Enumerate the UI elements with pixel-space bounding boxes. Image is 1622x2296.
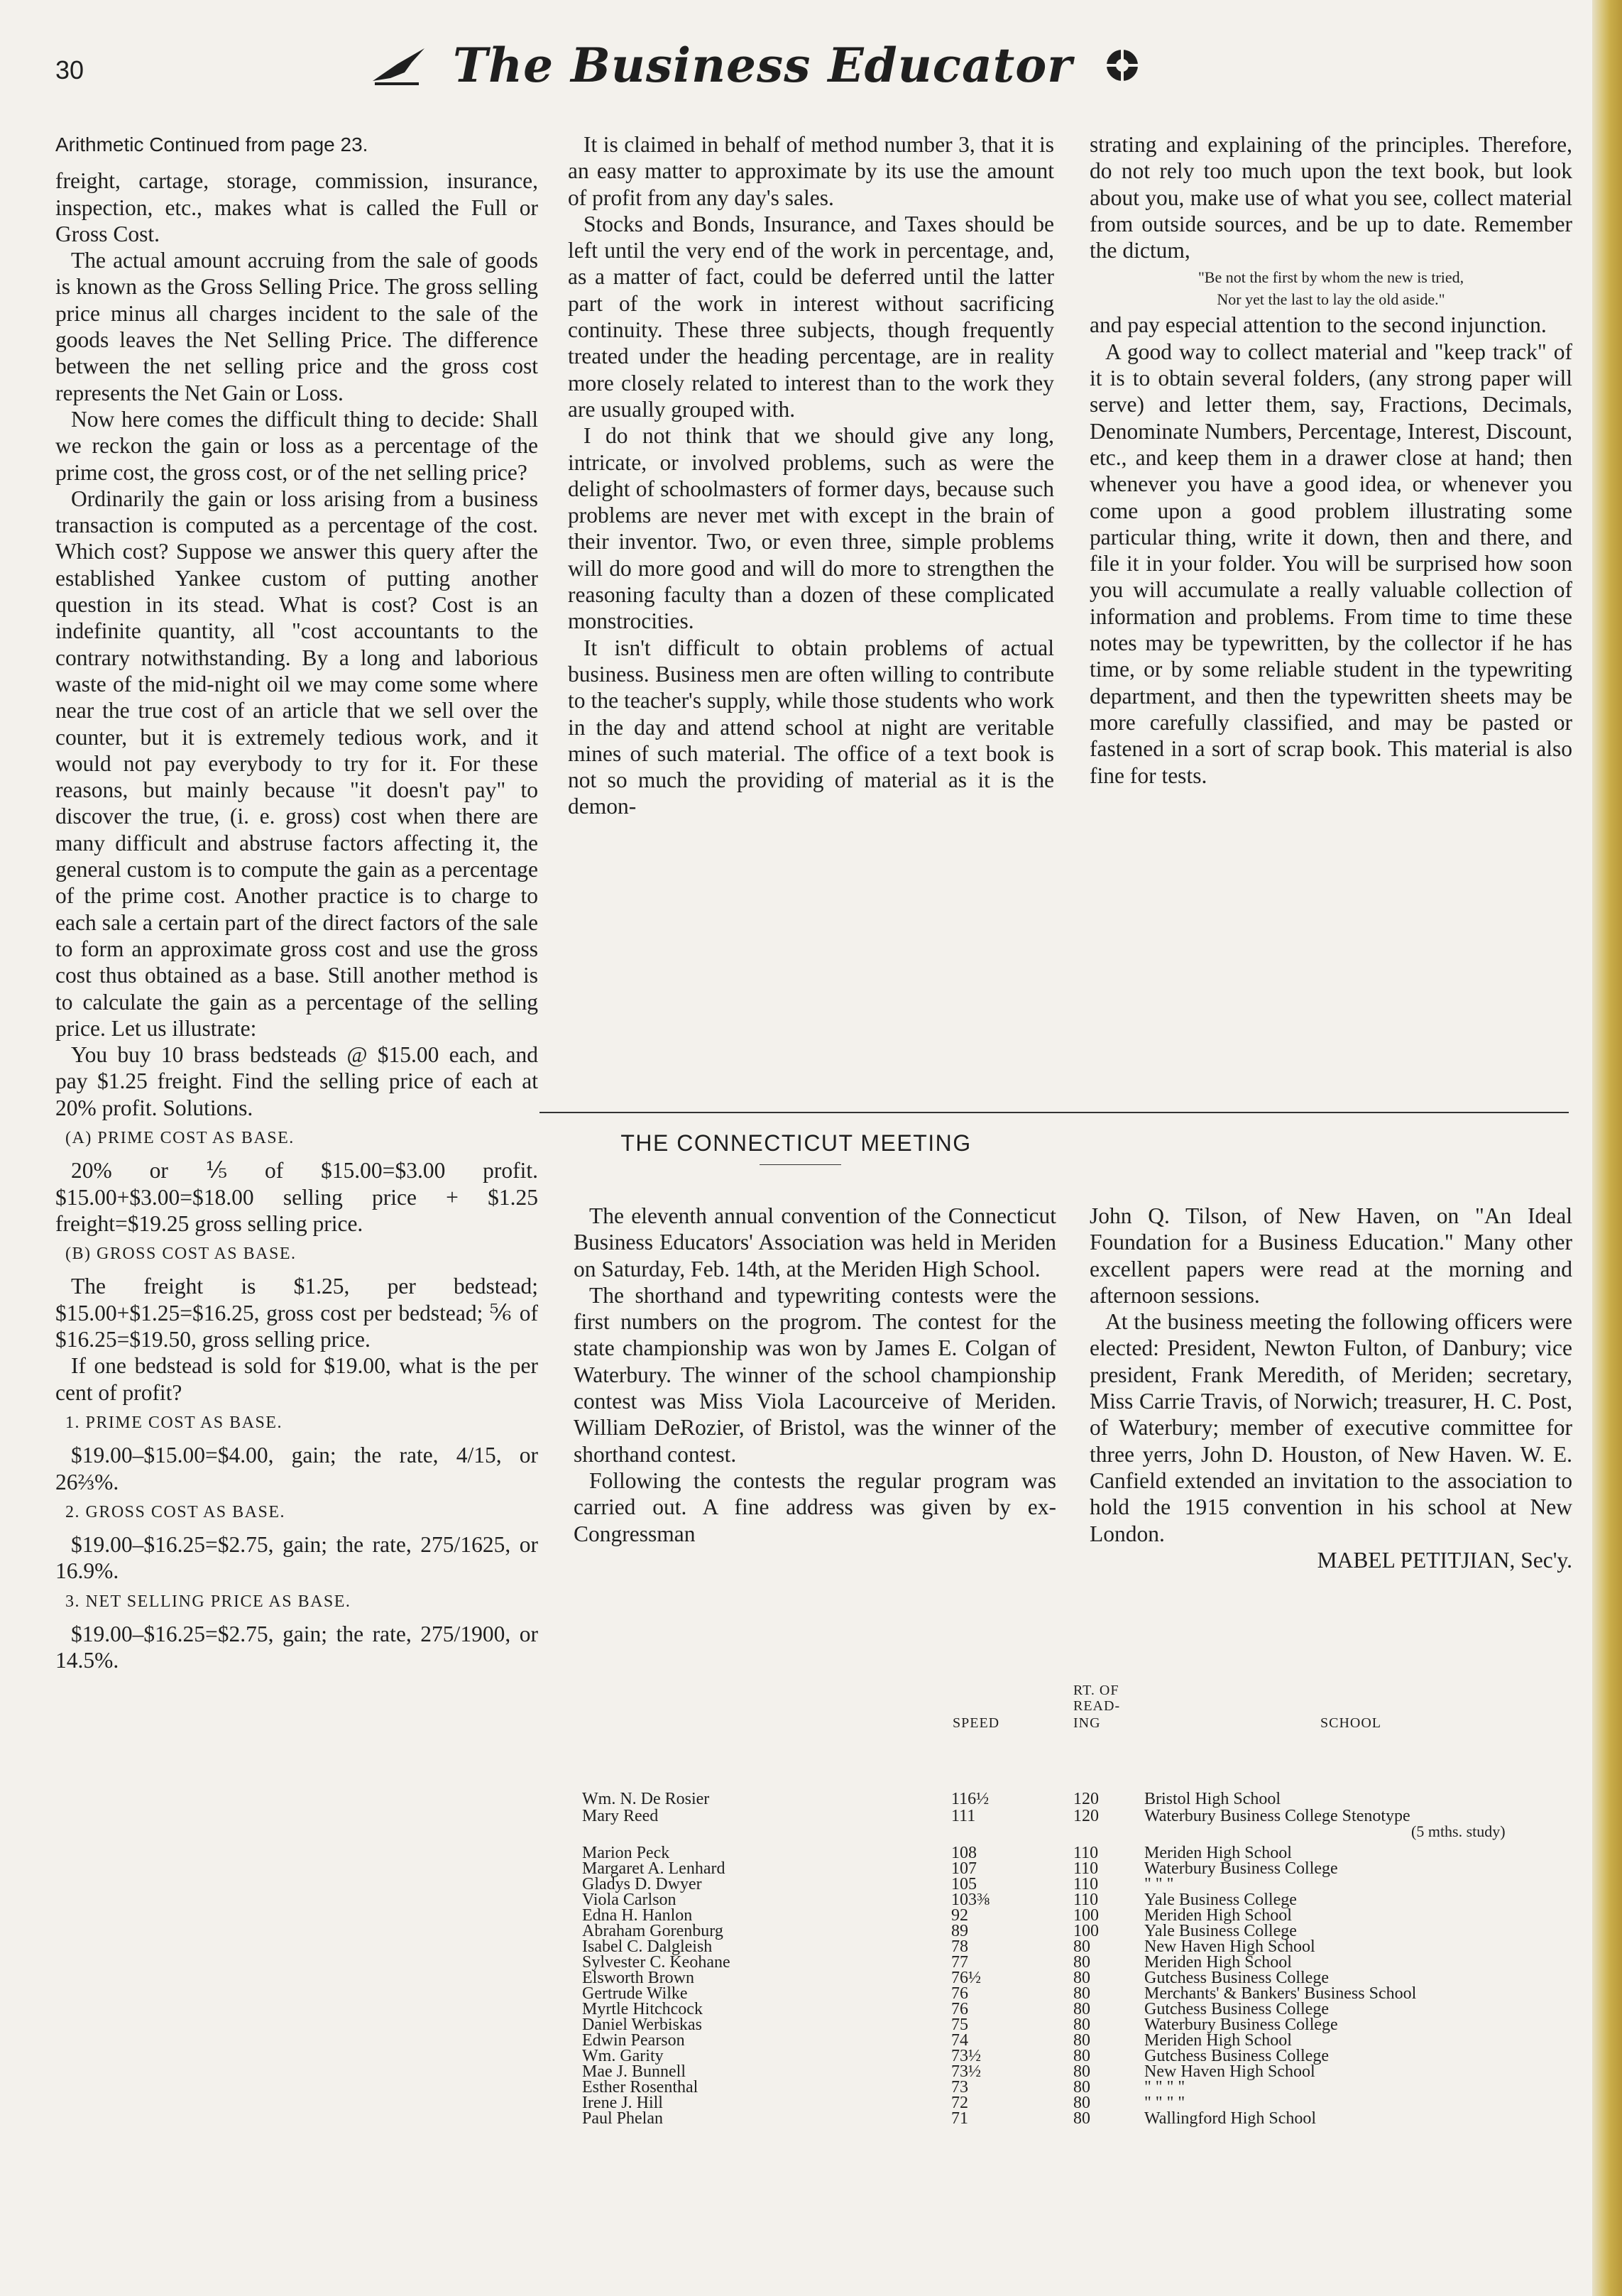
cell-school: " " " " bbox=[1144, 2078, 1185, 2097]
cell-name: Mary Reed bbox=[582, 1807, 659, 1825]
cell-school: Gutchess Business College bbox=[1144, 1969, 1329, 1987]
cell-rate: 110 bbox=[1073, 1859, 1099, 1878]
continued-kicker: Arithmetic Continued from page 23. bbox=[55, 133, 368, 155]
page-number: 30 bbox=[55, 55, 84, 84]
cell-rate: 80 bbox=[1073, 2078, 1090, 2097]
cell-rate: 110 bbox=[1073, 1891, 1099, 1909]
cell-school: New Haven High School bbox=[1144, 1937, 1315, 1956]
paragraph: A good way to collect material and "keep track" of it is to obtain several folders, (any strong paper will serve) and letter them, say, Fractions, Decimals, Denominate Numbers, Percentage, Interest, Discount, etc., and keep them in a drawer close at hand; then whenever you have a good idea, or whenever you come upon a good problem illustrating some particular thing, write it down, then and there, and file it in your folder. You will be surprised how soon you will accumulate a really valuable collection of information and problems. From time to time these notes may be typewritten, by the collector if he has time, or by some reliable student in the typewriting department, and then the typewritten sheets may be more carefully classified, and may be pasted or fastened in a sort of scrap book. This material is also fine for tests. bbox=[1090, 339, 1572, 788]
cell-rate: 80 bbox=[1073, 2109, 1090, 2128]
case-heading: (B) GROSS COST AS BASE. bbox=[65, 1245, 297, 1264]
header-speed: SPEED bbox=[953, 1715, 1000, 1731]
cell-speed: 76 bbox=[951, 1984, 968, 2003]
cell-rate: 80 bbox=[1073, 2062, 1090, 2081]
paragraph: $19.00–$15.00=$4.00, gain; the rate, 4/15, or 26⅔%. bbox=[55, 1443, 538, 1494]
cell-name: Irene J. Hill bbox=[582, 2094, 663, 2112]
paragraph: John Q. Tilson, of New Haven, on "An Ideal Foundation for a Business Education." Many other excellent papers were read at the morning and afternoon sessions. bbox=[1090, 1203, 1572, 1308]
solution-heading: 3. NET SELLING PRICE AS BASE. bbox=[65, 1592, 351, 1611]
cell-name: Viola Carlson bbox=[582, 1891, 676, 1909]
cell-speed: 116½ bbox=[951, 1790, 990, 1808]
masthead bbox=[369, 37, 1221, 94]
header-rate-line3: ING bbox=[1073, 1715, 1101, 1731]
article-left-column bbox=[574, 1203, 1056, 1547]
cell-speed: 78 bbox=[951, 1937, 968, 1956]
cell-school: Meriden High School bbox=[1144, 1906, 1292, 1925]
left-column bbox=[55, 131, 538, 1674]
cell-rate: 110 bbox=[1073, 1844, 1099, 1862]
cell-school: Gutchess Business College bbox=[1144, 2000, 1329, 2018]
paragraph: strating and explaining of the principles. Therefore, do not rely too much upon the text book, but look about you, make use of what you see, collect material from outside sources, and be up to date. Remember the dictum, bbox=[1090, 132, 1572, 263]
cell-school: Merchants' & Bankers' Business School bbox=[1144, 1984, 1417, 2003]
cell-rate: 80 bbox=[1073, 1969, 1090, 1987]
cell-name: Esther Rosenthal bbox=[582, 2078, 698, 2097]
paragraph: The eleventh annual convention of the Connecticut Business Educators' Association was held in Meriden on Saturday, Feb. 14th, at the Meriden High School. bbox=[574, 1203, 1056, 1281]
cell-speed: 111 bbox=[951, 1807, 976, 1825]
cell-name: Mae J. Bunnell bbox=[582, 2062, 686, 2081]
cell-school: Meriden High School bbox=[1144, 2031, 1292, 2050]
header-rate-line1: RT. OF bbox=[1073, 1683, 1119, 1698]
middle-column bbox=[568, 131, 1054, 820]
header-rate-line2: READ- bbox=[1073, 1698, 1121, 1714]
paragraph: Ordinarily the gain or loss arising from a business transaction is computed as a percentage of the cost. Which cost? Suppose we answer this query after the established Yankee custom of putting another question in its stead. What is cost? Cost is an indefinite quantity, all "cost accountants to the contrary notwithstanding. By a long and laborious waste of the mid-night oil we may come some where near the true cost of an article that we sell over the counter, but it is extremely tedious work, and it would not pay everybody to try for it. For these reasons, but mainly because "it doesn't pay" to discover the true, (i. e. gross) cost when there are many difficult and abstruse factors affecting it, the general custom is to compute the gain as a percentage of the prime cost. Another practice is to charge to each sale a certain part of the direct factors of the sale to form an approximate gross cost and use the gross cost thus obtained as a base. Still another method is to calculate the gain as a percentage of the selling price. Let us illustrate: bbox=[55, 486, 538, 1041]
cell-speed: 92 bbox=[951, 1906, 968, 1925]
cell-school: Waterbury Business College Stenotype bbox=[1144, 1807, 1410, 1825]
cell-rate: 80 bbox=[1073, 1937, 1090, 1956]
cell-name: Wm. Garity bbox=[582, 2047, 664, 2065]
cell-name: Myrtle Hitchcock bbox=[582, 2000, 703, 2018]
paragraph: The actual amount accruing from the sale of goods is known as the Gross Selling Price. The gross selling price minus all charges incident to the sale of the goods leaves the Net Selling Price. The difference between the net selling price and the gross cost represents the Net Gain or Loss. bbox=[55, 248, 538, 405]
cell-speed: 76 bbox=[951, 2000, 968, 2018]
quote-line: Nor yet the last to lay the old aside." bbox=[1217, 290, 1445, 309]
cell-speed: 89 bbox=[951, 1922, 968, 1940]
paragraph: freight, cartage, storage, commission, insurance, inspection, etc., makes what is called the Full or Gross Cost. bbox=[55, 168, 538, 246]
emblem-ornament-icon bbox=[1101, 44, 1144, 87]
cell-name: Edwin Pearson bbox=[582, 2031, 685, 2050]
cell-school: Meriden High School bbox=[1144, 1844, 1292, 1862]
paragraph: Following the contests the regular program was carried out. A fine address was given by ex-Congressman bbox=[574, 1467, 1056, 1546]
cell-school: Bristol High School bbox=[1144, 1790, 1281, 1808]
cell-name: Edna H. Hanlon bbox=[582, 1906, 693, 1925]
cell-school: Waterbury Business College bbox=[1144, 1859, 1338, 1878]
heading-underline bbox=[760, 1164, 841, 1165]
paragraph: The freight is $1.25, per bedstead; $15.00+$1.25=$16.25, gross cost per bedstead; ⅚ of $16.25=$19.50, gross selling price. bbox=[55, 1274, 538, 1352]
cell-name: Elsworth Brown bbox=[582, 1969, 694, 1987]
cell-rate: 80 bbox=[1073, 2094, 1090, 2112]
paragraph: I do not think that we should give any long, intricate, or involved problems, such as were the delight of schoolmasters of former days, because such problems are never met with except in the brain of their inventor. Two, or even three, simple problems will do more good and will do more to strengthen the reasoning faculty than a dozen of these complicated monstrocities. bbox=[568, 423, 1054, 634]
continuation-note: (5 mths. study) bbox=[1411, 1822, 1506, 1840]
section-divider bbox=[539, 1112, 1569, 1113]
paragraph: It is claimed in behalf of method number 3, that it is an easy matter to approximate by its use the amount of profit from any day's sales. bbox=[568, 132, 1054, 210]
quill-ornament-icon bbox=[369, 44, 433, 87]
cell-name: Isabel C. Dalgleish bbox=[582, 1937, 713, 1956]
cell-name: Wm. N. De Rosier bbox=[582, 1790, 710, 1808]
paragraph: At the business meeting the following officers were elected: President, Newton Fulton, of Danbury; vice president, Frank Meredith, of Meriden; secretary, Miss Carrie Travis, of Norwich; treasurer, H. C. Post, of Waterbury; member of executive committee for three yerrs, John D. Houston, of New Haven. W. E. Canfield extended an invitation to the association to hold the 1915 convention in his school at New London. bbox=[1090, 1309, 1572, 1546]
paragraph: The shorthand and typewriting contests were the first numbers on the progrom. The contest for the state championship was won by James E. Colgan of Waterbury. The winner of the school championship contest was Miss Viola Lacourceive of Meriden. William DeRozier, of Bristol, was the winner of the shorthand contest. bbox=[574, 1282, 1056, 1467]
cell-name: Paul Phelan bbox=[582, 2109, 663, 2128]
cell-speed: 72 bbox=[951, 2094, 968, 2112]
paragraph: If one bedstead is sold for $19.00, what is the per cent of profit? bbox=[55, 1353, 538, 1405]
cell-rate: 80 bbox=[1073, 1984, 1090, 2003]
cell-speed: 105 bbox=[951, 1875, 977, 1893]
cell-speed: 71 bbox=[951, 2109, 968, 2128]
cell-speed: 108 bbox=[951, 1844, 977, 1862]
cell-name: Gladys D. Dwyer bbox=[582, 1875, 702, 1893]
cell-name: Abraham Gorenburg bbox=[582, 1922, 723, 1940]
page-edge bbox=[1592, 0, 1622, 2296]
cell-speed: 77 bbox=[951, 1953, 968, 1972]
paragraph: $19.00–$16.25=$2.75, gain; the rate, 275/1900, or 14.5%. bbox=[55, 1622, 538, 1673]
cell-rate: 120 bbox=[1073, 1790, 1099, 1808]
cell-speed: 73½ bbox=[951, 2047, 981, 2065]
paragraph: Stocks and Bonds, Insurance, and Taxes should be left until the very end of the work in percentage, and, as a matter of fact, could be deferred until the latter part of the work in interest without sacrificing continuity. These three subjects, though frequently treated under the heading percentage, are in reality more closely related to interest than to the work they are usually grouped with. bbox=[568, 211, 1054, 422]
solution-heading: 1. PRIME COST AS BASE. bbox=[65, 1413, 283, 1432]
cell-rate: 120 bbox=[1073, 1807, 1099, 1825]
paragraph: Now here comes the difficult thing to decide: Shall we reckon the gain or loss as a percentage of the prime cost, the gross cost, or of the net selling price? bbox=[55, 406, 538, 485]
cell-school: Meriden High School bbox=[1144, 1953, 1292, 1972]
article-right-column bbox=[1090, 1203, 1572, 1573]
cell-speed: 103⅜ bbox=[951, 1891, 990, 1909]
cell-rate: 80 bbox=[1073, 2031, 1090, 2050]
cell-speed: 75 bbox=[951, 2016, 968, 2034]
article-heading: THE CONNECTICUT MEETING bbox=[620, 1130, 972, 1156]
cell-school: Yale Business College bbox=[1144, 1922, 1297, 1940]
cell-speed: 73 bbox=[951, 2078, 968, 2097]
cell-rate: 80 bbox=[1073, 2047, 1090, 2065]
cell-rate: 110 bbox=[1073, 1875, 1099, 1893]
paragraph: You buy 10 brass bedsteads @ $15.00 each, and pay $1.25 freight. Find the selling price of each at 20% profit. Solutions. bbox=[55, 1042, 538, 1120]
cell-name: Daniel Werbiskas bbox=[582, 2016, 702, 2034]
cell-school: New Haven High School bbox=[1144, 2062, 1315, 2081]
case-heading: (A) PRIME COST AS BASE. bbox=[65, 1128, 295, 1147]
cell-school: " " " bbox=[1144, 1875, 1174, 1893]
cell-school: Yale Business College bbox=[1144, 1891, 1297, 1909]
cell-school: Wallingford High School bbox=[1144, 2109, 1317, 2128]
right-column bbox=[1090, 131, 1572, 789]
cell-speed: 107 bbox=[951, 1859, 977, 1878]
signature: MABEL PETITJIAN, Sec'y. bbox=[1317, 1547, 1572, 1573]
cell-speed: 73½ bbox=[951, 2062, 981, 2081]
header-school: SCHOOL bbox=[1320, 1715, 1382, 1731]
paragraph: 20% or ⅕ of $15.00=$3.00 profit. $15.00+$3.00=$18.00 selling price + $1.25 freight=$19.25 gross selling price. bbox=[55, 1158, 538, 1236]
cell-name: Sylvester C. Keohane bbox=[582, 1953, 730, 1972]
paragraph: $19.00–$16.25=$2.75, gain; the rate, 275/1625, or 16.9%. bbox=[55, 1532, 538, 1584]
paragraph: It isn't difficult to obtain problems of actual business. Business men are often willing to contribute to the teacher's supply, while those students who work in the day and attend school at night are veritable mines of such material. The office of a text book is not so much the providing of material as it is the demon- bbox=[568, 635, 1054, 819]
cell-rate: 100 bbox=[1073, 1906, 1099, 1925]
paragraph: and pay especial attention to the second injunction. bbox=[1090, 312, 1547, 338]
cell-rate: 80 bbox=[1073, 2016, 1090, 2034]
cell-school: " " " " bbox=[1144, 2094, 1185, 2112]
cell-speed: 74 bbox=[951, 2031, 968, 2050]
cell-name: Gertrude Wilke bbox=[582, 1984, 688, 2003]
cell-rate: 80 bbox=[1073, 2000, 1090, 2018]
cell-school: Waterbury Business College bbox=[1144, 2016, 1338, 2034]
cell-rate: 80 bbox=[1073, 1953, 1090, 1972]
masthead-title: The Business Educator bbox=[453, 38, 1073, 93]
cell-school: Gutchess Business College bbox=[1144, 2047, 1329, 2065]
cell-name: Marion Peck bbox=[582, 1844, 670, 1862]
quote-line: "Be not the first by whom the new is tried, bbox=[1198, 268, 1464, 287]
cell-name: Margaret A. Lenhard bbox=[582, 1859, 725, 1878]
solution-heading: 2. GROSS COST AS BASE. bbox=[65, 1502, 285, 1521]
cell-rate: 100 bbox=[1073, 1922, 1099, 1940]
cell-speed: 76½ bbox=[951, 1969, 981, 1987]
